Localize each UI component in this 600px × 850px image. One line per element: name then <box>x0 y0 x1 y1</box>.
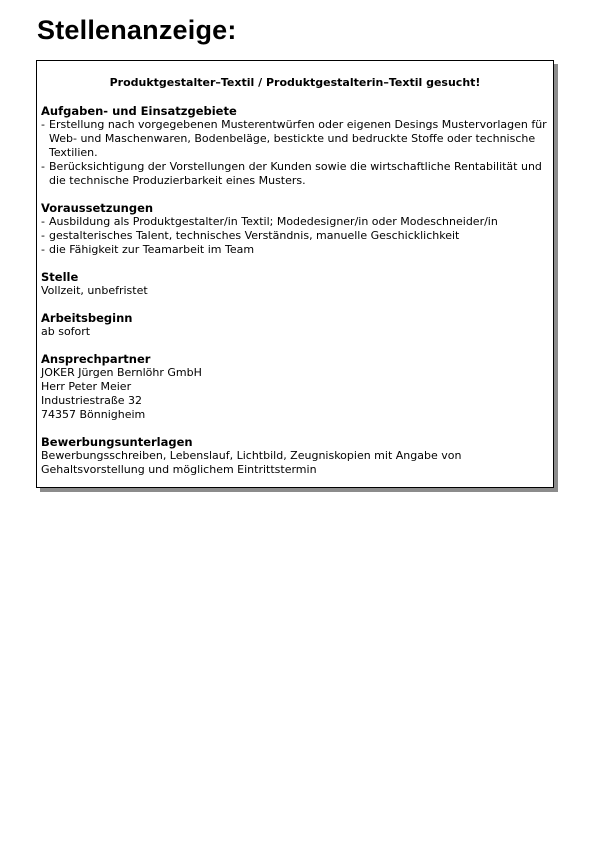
tasks-section <box>41 104 549 188</box>
start-section <box>41 311 549 339</box>
bullet-marker: - <box>41 243 45 256</box>
list-item <box>41 215 549 229</box>
bullet-marker: - <box>41 160 45 173</box>
list-item <box>41 229 549 243</box>
contact-heading: Ansprechpartner <box>41 352 151 366</box>
requirements-list <box>41 215 549 257</box>
contact-person: Herr Peter Meier <box>41 380 132 393</box>
position-section <box>41 270 549 298</box>
tasks-heading: Aufgaben- und Einsatzgebiete <box>41 104 237 118</box>
bullet-marker: - <box>41 229 45 242</box>
list-item <box>41 243 549 257</box>
job-ad-box <box>36 60 554 488</box>
list-item-text: gestalterisches Talent, technisches Verständnis, manuelle Geschicklichkeit <box>49 229 460 242</box>
list-item-text: Ausbildung als Produktgestalter/in Textil; Modedesigner/in oder Modeschneider/in <box>49 215 498 228</box>
contact-company: JOKER Jürgen Bernlöhr GmbH <box>41 366 202 379</box>
list-item <box>41 118 549 160</box>
documents-heading: Bewerbungsunterlagen <box>41 435 193 449</box>
start-text: ab sofort <box>41 325 91 338</box>
requirements-section <box>41 201 549 257</box>
documents-text: Bewerbungsschreiben, Lebenslauf, Lichtbild, Zeugniskopien mit Angabe von Gehaltsvorstellung und möglichem Eintrittstermin <box>41 449 462 476</box>
contact-city: 74357 Bönnigheim <box>41 408 146 421</box>
bullet-marker: - <box>41 215 45 228</box>
page-title: Stellenanzeige: <box>37 15 237 45</box>
contact-street: Industriestraße 32 <box>41 394 143 407</box>
position-heading: Stelle <box>41 270 79 284</box>
job-ad-title: Produktgestalter–Textil / Produktgestalterin–Textil gesucht! <box>109 76 481 89</box>
list-item <box>41 160 549 188</box>
start-heading: Arbeitsbeginn <box>41 311 133 325</box>
tasks-list <box>41 118 549 188</box>
bullet-marker: - <box>41 118 45 131</box>
list-item-text: Erstellung nach vorgegebenen Musterentwürfen oder eigenen Desings Mustervorlagen für Web- und Maschenwaren, Bodenbeläge, bestickte und bedruckte Stoffe oder technische Textilien. <box>49 118 547 159</box>
requirements-heading: Voraussetzungen <box>41 201 154 215</box>
contact-section <box>41 352 549 422</box>
documents-section <box>41 435 549 477</box>
list-item-text: Berücksichtigung der Vorstellungen der Kunden sowie die wirtschaftliche Rentabilität und die technische Produzierbarkeit eines Musters. <box>49 160 542 187</box>
position-text: Vollzeit, unbefristet <box>41 284 148 297</box>
list-item-text: die Fähigkeit zur Teamarbeit im Team <box>49 243 255 256</box>
